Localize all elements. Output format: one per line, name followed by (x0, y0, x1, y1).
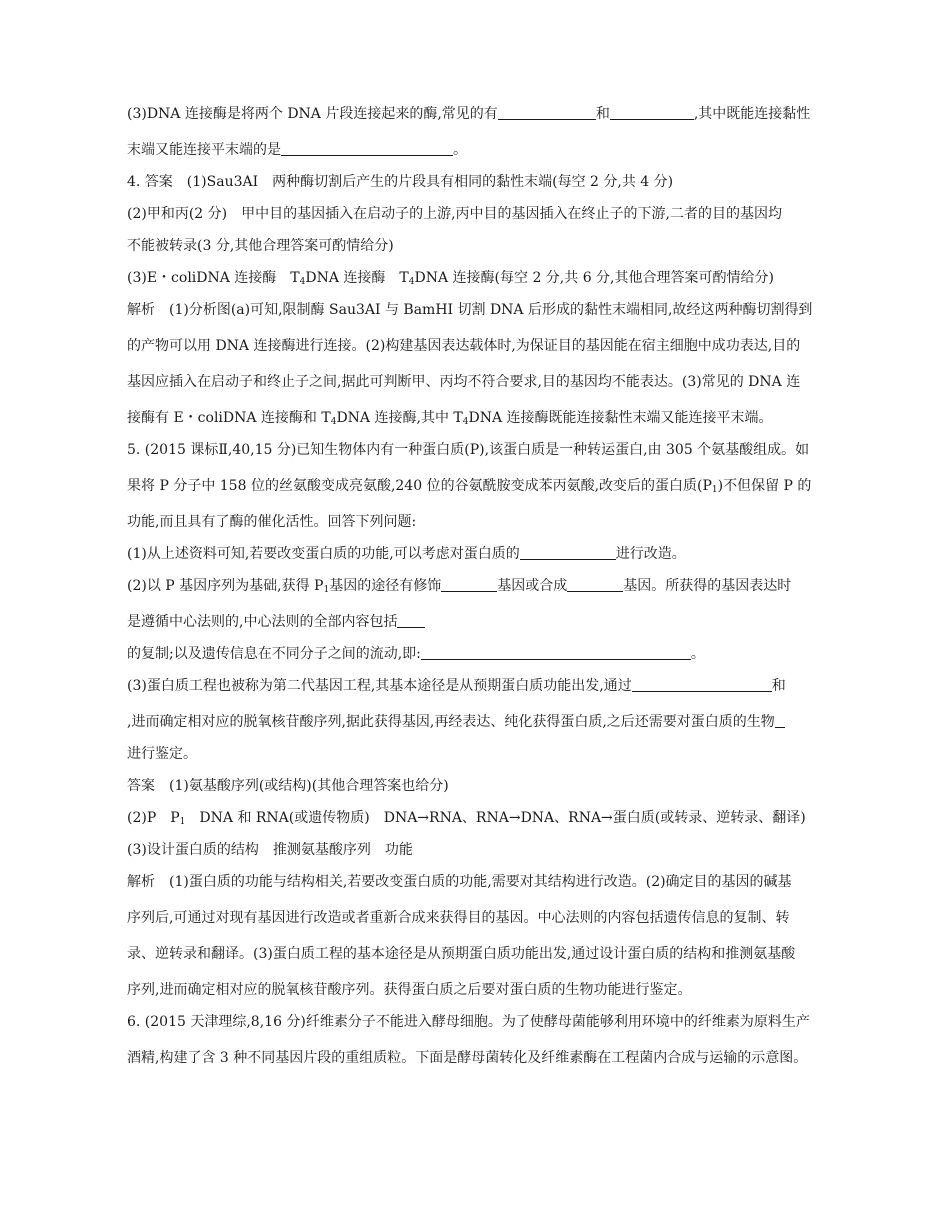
question-5-line-7: 的复制;以及遗传信息在不同分子之间的流动,即: 。 (127, 646, 705, 662)
answer-5-line-3: (3)设计蛋白质的结构 推测氨基酸序列 功能 (127, 842, 413, 858)
explanation-5-line-1: 解析 (1)蛋白质的功能与结构相关,若要改变蛋白质的功能,需要对其结构进行改造。(2)确定目的基因的碱基 (127, 874, 792, 890)
answer-4-line-2: (2)甲和丙(2 分) 甲中目的基因插入在启动子的上游,丙中目的基因插入在终止子的下游,二者的目的基因均 (127, 206, 783, 222)
question-3-line-2: 末端又能连接平末端的是 。 (127, 142, 467, 158)
answer-5-line-2: (2)P $P_1$ DNA 和 RNA(或遗传物质) DNA→RNA、RNA→DNA、RNA→蛋白质(或转录、逆转录、翻译) (127, 810, 806, 827)
answer-blank (441, 577, 497, 592)
explanation-4-line-2: 的产物可以用 DNA 连接酶进行连接。(2)构建基因表达载体时,为保证目的基因能在宿主细胞中成功表达,目的 (127, 338, 801, 354)
answer-blank (498, 105, 596, 120)
answer-blank (421, 645, 691, 660)
question-6-line-1: 6. (2015 天津理综,8,16 分)纤维素分子不能进入酵母细胞。为了使酵母菌能够利用环境中的纤维素为原料生产 (127, 1014, 810, 1030)
answer-4-line-3: 不能被转录(3 分,其他合理答案可酌情给分) (127, 238, 394, 254)
question-5-line-3: 功能,而且具有了酶的催化活性。回答下列问题: (127, 514, 417, 530)
question-5-line-6: 是遵循中心法则的,中心法则的全部内容包括 (127, 612, 827, 632)
explanation-4-line-3: 基因应插入在启动子和终止子之间,据此可判断甲、丙均不符合要求,目的基因均不能表达。(3)常见的 DNA 连 (127, 374, 801, 390)
question-5-line-8: (3)蛋白质工程也被称为第二代基因工程,其基本途径是从预期蛋白质功能出发,通过 和 (127, 678, 786, 694)
answer-blank (610, 105, 694, 120)
explanation-5-line-4: 序列,进而确定相对应的脱氧核苷酸序列。获得蛋白质之后要对蛋白质的生物功能进行鉴定。 (127, 982, 692, 998)
question-6-line-2: 酒精,构建了含 3 种不同基因片段的重组质粒。下面是酵母菌转化及纤维素酶在工程菌内合成与运输的示意图。 (127, 1050, 808, 1066)
explanation-5-line-3: 录、逆转录和翻译。(3)蛋白质工程的基本途径是从预期蛋白质功能出发,通过设计蛋白质的结构和推测氨基酸 (127, 946, 796, 962)
question-5-line-9: ,进而确定相对应的脱氧核苷酸序列,据此获得基因,再经表达、纯化获得蛋白质,之后还需要对蛋白质的生物 (127, 712, 827, 732)
answer-blank (567, 577, 623, 592)
answer-blank (397, 613, 425, 628)
question-5-line-4: (1)从上述资料可知,若要改变蛋白质的功能,可以考虑对蛋白质的 进行改造。 (127, 546, 686, 562)
answer-blank (775, 713, 785, 728)
explanation-4-line-1: 解析 (1)分析图(a)可知,限制酶 Sau3AⅠ 与 BamHⅠ 切割 DNA 后形成的黏性末端相同,故经这两种酶切割得到 (127, 302, 813, 318)
explanation-4-line-4: 接酶有 E・coliDNA 连接酶和 $T_4DNA$ 连接酶,其中 $T_4DNA$ 连接酶既能连接黏性末端又能连接平末端。 (127, 410, 773, 427)
answer-5-line-1: 答案 (1)氨基酸序列(或结构)(其他合理答案也给分) (127, 778, 449, 794)
explanation-5-line-2: 序列后,可通过对现有基因进行改造或者重新合成来获得目的基因。中心法则的内容包括遗传信息的复制、转 (127, 910, 790, 926)
question-5-line-1: 5. (2015 课标Ⅱ,40,15 分)已知生物体内有一种蛋白质(P),该蛋白质是一种转运蛋白,由 305 个氨基酸组成。如 (127, 442, 810, 458)
answer-blank (281, 141, 453, 156)
answer-blank (520, 545, 616, 560)
question-5-line-10: 进行鉴定。 (127, 746, 197, 762)
answer-4-line-4: (3)E・coliDNA 连接酶 $T_4DNA$ 连接酶 $T_4DNA$ 连接酶(每空 2 分,共 6 分,其他合理答案可酌情给分) (127, 270, 774, 287)
answer-blank (632, 677, 772, 692)
question-3-line-1: (3)DNA 连接酶是将两个 DNA 片段连接起来的酶,常见的有 和 ,其中既能连接黏性 (127, 106, 811, 122)
answer-4-line-1: 4. 答案 (1)Sau3AⅠ 两种酶切割后产生的片段具有相同的黏性末端(每空 2 分,共 4 分) (127, 174, 674, 190)
question-5-line-5: (2)以 P 基因序列为基础,获得 $P_1$基因的途径有修饰 基因或合成 基因。所获得的基因表达时 (127, 578, 792, 595)
question-5-line-2: 果将 P 分子中 158 位的丝氨酸变成亮氨酸,240 位的谷氨酰胺变成苯丙氨酸,改变后的蛋白质$(P_1)$不但保留 P 的 (127, 478, 812, 495)
